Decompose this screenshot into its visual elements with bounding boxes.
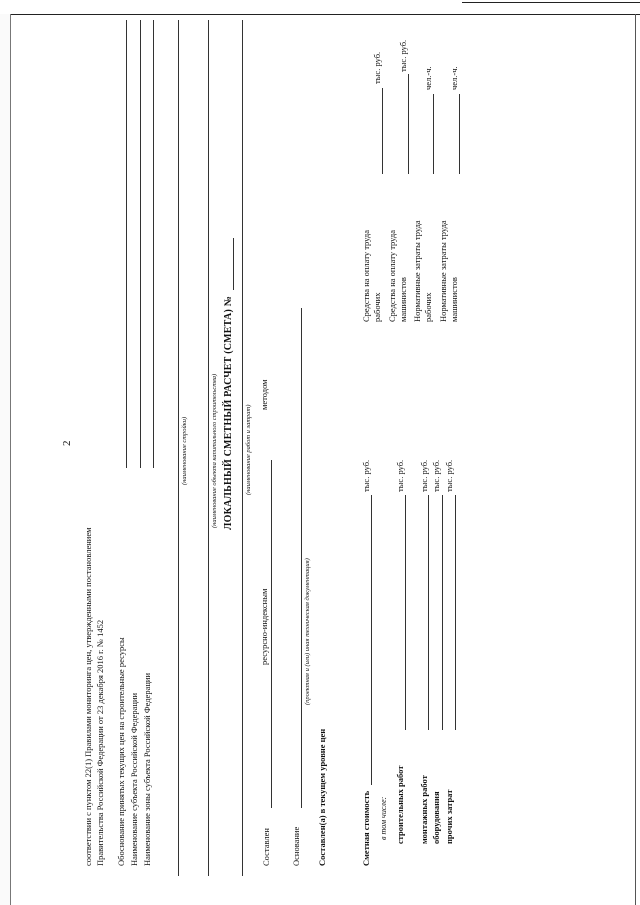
labor-machinists-pay-2: машинистов (398, 277, 408, 322)
labor-workers-norm-1: Нормативные затраты труда (412, 220, 422, 322)
labor-machinists-norm-unit: чел.-ч. (449, 66, 459, 90)
labor-workers-norm-unit: чел.-ч. (423, 66, 433, 90)
method-name: ресурсно-индексным (259, 588, 269, 665)
cost-other-label: прочих затрат (444, 789, 454, 844)
construction-name-line (178, 20, 179, 876)
cost-label: Сметная стоимость (361, 790, 371, 866)
scan-top-mark (462, 2, 640, 3)
basis-line-2: Наименование субъекта Российской Федерации (129, 692, 139, 866)
method-word: методом (259, 379, 269, 410)
documentation-caption: (проектная и (или) иная техническая документация) (304, 558, 311, 705)
labor-machinists-norm-line (459, 94, 460, 174)
labor-workers-norm-2: рабочих (423, 292, 433, 322)
labor-machinists-pay-1: Средства на оплату труда (387, 230, 397, 322)
cost-installation-label: монтажных работ (419, 775, 429, 844)
cost-construction-label: строительных работ (395, 765, 405, 844)
compiled-label: Составлен (261, 828, 271, 866)
cost-total-line (371, 495, 372, 785)
price-level-label: Составлен(а) в текущем уровне цен (317, 728, 327, 866)
cost-other-line (455, 495, 456, 730)
basis-line-3: Наименование зоны субъекта Российской Федерации (142, 673, 152, 866)
basis-fill-2 (140, 20, 141, 468)
works-name-line (242, 20, 243, 876)
cost-construction-line (405, 495, 406, 730)
works-caption: (наименование работ и затрат) (245, 404, 252, 495)
labor-workers-norm-line (433, 94, 434, 174)
labor-workers-pay-unit: тыс. руб. (372, 51, 382, 84)
basis-fill-3 (153, 20, 154, 468)
method-fill-line (271, 460, 272, 808)
object-name-line (208, 20, 209, 876)
cost-installation-line (428, 495, 429, 730)
intro-line-2: Правительства Российской Федерации от 23 декабря 2016 г. № 1452 (95, 619, 105, 866)
cost-equipment-unit: тыс. руб. (431, 459, 441, 492)
basis-line-1: Обоснование принятых текущих цен на строительные ресурсы (116, 637, 126, 866)
cost-equipment-label: оборудования (431, 791, 441, 844)
labor-machinists-norm-2: машинистов (449, 277, 459, 322)
estimate-title: ЛОКАЛЬНЫЙ СМЕТНЫЙ РАСЧЕТ (СМЕТА) № (223, 296, 234, 530)
cost-construction-unit: тыс. руб. (395, 459, 405, 492)
basis-label: Основание (291, 826, 301, 866)
intro-line-1: соответствии с пунктом 22(1) Правилами мониторинга цен, утвержденными постановлением (83, 527, 93, 866)
object-caption: (наименование объекта капитального строительства) (211, 373, 218, 528)
labor-machinists-norm-1: Нормативные затраты труда (438, 220, 448, 322)
cost-including: в том числе: (379, 796, 388, 840)
construction-caption: (наименование стройки) (181, 416, 188, 485)
rotated-form (61, 20, 540, 880)
labor-workers-pay-1: Средства на оплату труда (361, 230, 371, 322)
scan-left-edge (0, 14, 11, 905)
scan-top-edge (0, 0, 640, 15)
cost-other-unit: тыс. руб. (444, 459, 454, 492)
labor-machinists-pay-line (408, 74, 409, 174)
cost-total-unit: тыс. руб. (361, 459, 371, 492)
estimate-number-line (233, 238, 234, 290)
labor-machinists-pay-unit: тыс. руб. (398, 39, 408, 72)
basis-fill-1 (126, 20, 127, 468)
labor-workers-pay-line (382, 88, 383, 174)
labor-workers-pay-2: рабочих (372, 292, 382, 322)
page-number: 2 (61, 440, 73, 446)
cost-installation-unit: тыс. руб. (419, 459, 429, 492)
documentation-fill-line (301, 308, 302, 808)
scan-right-edge (635, 14, 636, 905)
cost-equipment-line (442, 495, 443, 730)
